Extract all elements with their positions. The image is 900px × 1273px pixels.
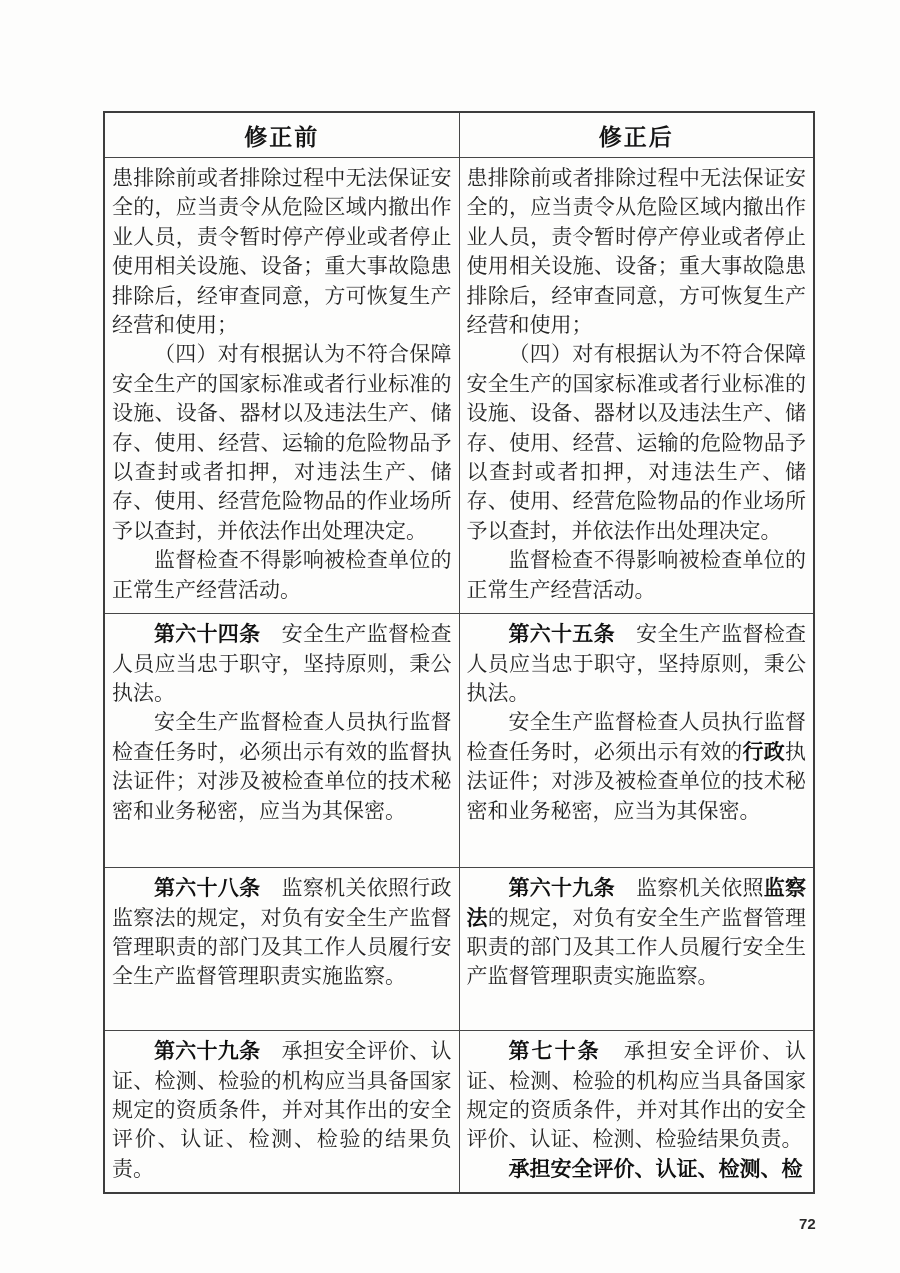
table-header bbox=[104, 112, 814, 158]
body-text: （四）对有根据认为不符合保障安全生产的国家标准或者行业标准的设施、设备、器材以及违法生产、储存、使用、经营、运输的危险物品予以查封或者扣押，对违法生产、储存、使用、经营危险物品的作业场所予以查封，并依法作出处理决定。 bbox=[112, 342, 452, 543]
table-row bbox=[104, 614, 814, 868]
body-text: 安全生产监督检查人员执行监督检查任务时，必须出示有效的监督执法证件；对涉及被检查单位的技术秘密和业务秘密，应当为其保密。 bbox=[112, 710, 452, 823]
body-text: 安全生产监督检查人员执行监督检查任务时，必须出示有效的 bbox=[466, 710, 806, 764]
body-text: 承担安全评价、认证、检测、检验的机构应当具备国家规定的资质条件，并对其作出的安全评价、认证、检测、检验结果负责。 bbox=[466, 1039, 807, 1152]
header-row bbox=[104, 112, 814, 158]
paragraph bbox=[467, 874, 807, 992]
cell-after bbox=[459, 614, 814, 868]
cell-after bbox=[459, 868, 814, 1031]
body-text: 监督检查不得影响被检查单位的正常生产经营活动。 bbox=[112, 548, 452, 602]
paragraph bbox=[467, 1037, 807, 1155]
paragraph bbox=[467, 620, 807, 708]
cell-before bbox=[104, 868, 459, 1031]
paragraph bbox=[112, 164, 452, 340]
page-number: 72 bbox=[799, 1216, 816, 1233]
body-text: 监察机关依照行政监察法的规定，对负有安全生产监督管理职责的部门及其工作人员履行安全生产监督管理职责实施监察。 bbox=[112, 876, 452, 989]
paragraph bbox=[112, 874, 452, 992]
cell-after bbox=[459, 158, 814, 614]
paragraph bbox=[467, 1155, 807, 1184]
body-text: 的规定，对负有安全生产监督管理职责的部门及其工作人员履行安全生产监督管理职责实施监察。 bbox=[466, 905, 806, 989]
amended-text: 第六十九条 bbox=[508, 877, 615, 901]
table-row bbox=[104, 158, 814, 614]
amended-text: 承担安全评价、认证、检测、检 bbox=[508, 1157, 803, 1181]
column-header-after: 修正后 bbox=[459, 112, 814, 158]
cell-after bbox=[459, 1031, 814, 1194]
body-text: 承担安全评价、认证、检测、检验的机构应当具备国家规定的资质条件，并对其作出的安全评价、认证、检测、检验的结果负责。 bbox=[112, 1039, 452, 1181]
paragraph bbox=[112, 546, 452, 605]
table-row bbox=[104, 868, 814, 1031]
body-text: 患排除前或者排除过程中无法保证安全的，应当责令从危险区域内撤出作业人员，责令暂时停产停业或者停止使用相关设施、设备；重大事故隐患排除后，经审查同意，方可恢复生产经营和使用； bbox=[466, 166, 806, 338]
amended-text: 第七十条 bbox=[508, 1040, 601, 1064]
amended-text: 监察法 bbox=[466, 877, 807, 930]
table-row bbox=[104, 1031, 814, 1194]
amended-text: 第六十八条 bbox=[154, 877, 261, 901]
paragraph bbox=[112, 1037, 452, 1184]
body-text: 患排除前或者排除过程中无法保证安全的，应当责令从危险区域内撤出作业人员，责令暂时停产停业或者停止使用相关设施、设备；重大事故隐患排除后，经审查同意，方可恢复生产经营和使用； bbox=[112, 166, 452, 338]
paragraph bbox=[112, 620, 452, 708]
cell-before bbox=[104, 1031, 459, 1194]
amended-text: 第六十五条 bbox=[508, 623, 615, 647]
body-text: 监督检查不得影响被检查单位的正常生产经营活动。 bbox=[466, 548, 806, 602]
paragraph bbox=[467, 708, 807, 826]
table-body bbox=[104, 158, 814, 1194]
amended-text: 第六十九条 bbox=[154, 1040, 261, 1064]
paragraph bbox=[467, 164, 807, 340]
cell-before bbox=[104, 614, 459, 868]
paragraph bbox=[467, 340, 807, 546]
amended-text: 行政 bbox=[742, 740, 786, 764]
body-text: 安全生产监督检查人员应当忠于职守，坚持原则，秉公执法。 bbox=[466, 622, 807, 705]
body-text: 执法证件；对涉及被检查单位的技术秘密和业务秘密，应当为其保密。 bbox=[466, 739, 807, 823]
paragraph bbox=[467, 546, 807, 605]
body-text: （四）对有根据认为不符合保障安全生产的国家标准或者行业标准的设施、设备、器材以及违法生产、储存、使用、经营、运输的危险物品予以查封或者扣押，对违法生产、储存、使用、经营危险物品的作业场所予以查封，并依法作出处理决定。 bbox=[466, 342, 806, 543]
column-header-before: 修正前 bbox=[104, 112, 459, 158]
body-text: 监察机关依照 bbox=[614, 876, 764, 901]
paragraph bbox=[112, 708, 452, 826]
body-text: 安全生产监督检查人员应当忠于职守，坚持原则，秉公执法。 bbox=[112, 622, 452, 705]
cell-before bbox=[104, 158, 459, 614]
amended-text: 第六十四条 bbox=[154, 623, 261, 647]
paragraph bbox=[112, 340, 452, 546]
amendment-comparison-table bbox=[103, 111, 815, 1194]
